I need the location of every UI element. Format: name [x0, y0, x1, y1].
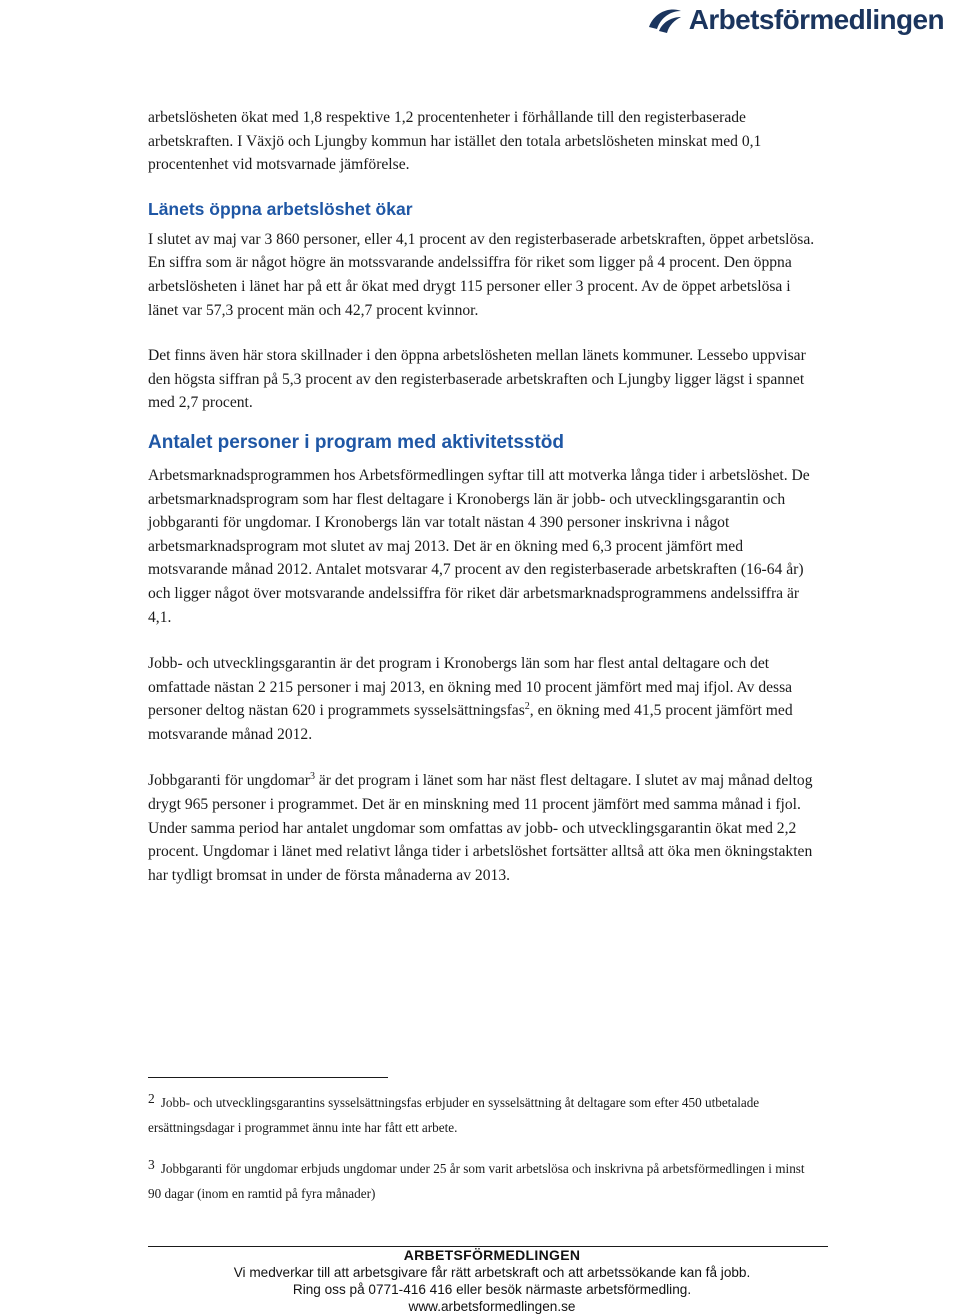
- document-body: [148, 106, 820, 887]
- paragraph-text: Jobb- och utvecklingsgarantin är det program i Kronobergs län som har flest antal deltagare och det omfattade nästan 2 215 personer i maj 2013, en ökning med 10 procent jämfört med maj ifjol. Av dessa personer deltog nästan 620 i programmets sysselsättningsfas: [148, 655, 793, 720]
- paragraph-open-unemployment: I slutet av maj var 3 860 personer, eller 4,1 procent av den registerbaserade arbetskraften, öppet arbetslösa. En siffra som är något högre än motssvarande andelssiffra för riket som ligger på 4 procent. Den öppna arbetslösheten i länet har på ett år ökat med drygt 115 personer eller 3 procent. Av de öppet arbetslösa i länet var 57,3 procent män och 42,7 procent kvinnor.: [148, 230, 815, 319]
- footnote-number: 2: [148, 1091, 155, 1106]
- footer-website-link[interactable]: www.arbetsformedlingen.se: [408, 1299, 576, 1314]
- footnote-divider: [148, 1077, 388, 1078]
- paragraph-text: är det program i länet som har näst flest deltagare. I slutet av maj månad deltog drygt 965 personer i programmet. Det är en minskning med 11 procent jämfört med samma månad i fjol. Under samma period har antalet ungdomar som omfattas av jobb- och utvecklingsgarantin ökat med 2,2 procent. Ungdomar i länet med relativt långa tider i arbetslöshet fortsätter alltså att öka men ökningstakten har tydligt bromsat in under de första månaderna av 2013.: [148, 772, 813, 884]
- page-footer: [0, 1246, 960, 1315]
- footer-contact: Ring oss på 0771-416 416 eller besök närmaste arbetsförmedling.: [292, 1282, 692, 1297]
- paragraph-programs: Arbetsmarknadsprogrammen hos Arbetsförmedlingen syftar till att motverka långa tider i arbetslöshet. De arbetsmarknadsprogram som har flest deltagare i Kronobergs län är jobb- och utvecklingsgarantin och jobbgaranti för ungdomar. I Kronobergs län var totalt nästan 4 390 personer inskrivna i något arbetsmarknadsprogram mot slutet av maj 2013. Det är en ökning med 6,3 procent jämfört med motsvarande månad 2012. Antalet motsvarar 4,7 procent av den registerbaserade arbetskraften (16-64 år) och ligger något över motsvarande andelssiffra för riket där arbetsmarknadsprogrammens andelssiffra är 4,1.: [148, 466, 810, 626]
- paragraph-text: , en ökning med 41,5 procent jämfört med motsvarande månad 2012.: [148, 702, 793, 743]
- footnote-ref-3[interactable]: 3: [309, 771, 315, 783]
- logo-wordmark: Arbetsförmedlingen: [688, 4, 944, 35]
- paragraph-youth-guarantee: [148, 769, 820, 887]
- footnote-3: [148, 1152, 820, 1206]
- footnote-text: Jobb- och utvecklingsgarantins sysselsättningsfas erbjuder en sysselsättning åt deltagare som efter 450 utbetalade ersättningsdagar i programmet ännu inte har fått ett arbete.: [148, 1095, 760, 1135]
- paragraph-municipal-differences: Det finns även här stora skillnader i den öppna arbetslösheten mellan länets kommuner. Lessebo uppvisar den högsta siffran på 5,3 procent av den registerbaserade arbetskraften och Ljungby ligger lägst i spannet med 2,7 procent.: [148, 347, 806, 412]
- paragraph-text: Jobbgaranti för ungdomar: [148, 772, 310, 790]
- footer-organization: ARBETSFÖRMEDLINGEN: [403, 1247, 581, 1263]
- footnote-number: 3: [148, 1157, 155, 1172]
- paragraph-job-development-guarantee: [148, 652, 820, 746]
- footer-mission: Vi medverkar till att arbetsgivare får rätt arbetskraft och att arbetssökande kan få jobb.: [233, 1265, 751, 1280]
- paragraph-intro: arbetslösheten ökat med 1,8 respektive 1,2 procentenheter i förhållande till den registerbaserade arbetskraften. I Växjö och Ljungby kommun har istället den totala arbetslösheten minskat med 0,1 procentenhet vid motsvarnade jämförelse.: [148, 109, 762, 174]
- section-heading-programs: Antalet personer i program med aktivitetsstöd: [148, 431, 564, 453]
- header-logo: [647, 2, 944, 38]
- footnote-ref-2[interactable]: 2: [524, 701, 530, 713]
- section-heading-open-unemployment: Länets öppna arbetslöshet ökar: [148, 198, 413, 219]
- arbetsformedlingen-swoosh-logo-icon: [647, 5, 683, 35]
- footnote-2: [148, 1086, 820, 1140]
- footnote-text: Jobbgaranti för ungdomar erbjuds ungdomar under 25 år som varit arbetslösa och inskrivna på arbetsförmedlingen i minst 90 dagar (inom en ramtid på fyra månader): [148, 1161, 805, 1201]
